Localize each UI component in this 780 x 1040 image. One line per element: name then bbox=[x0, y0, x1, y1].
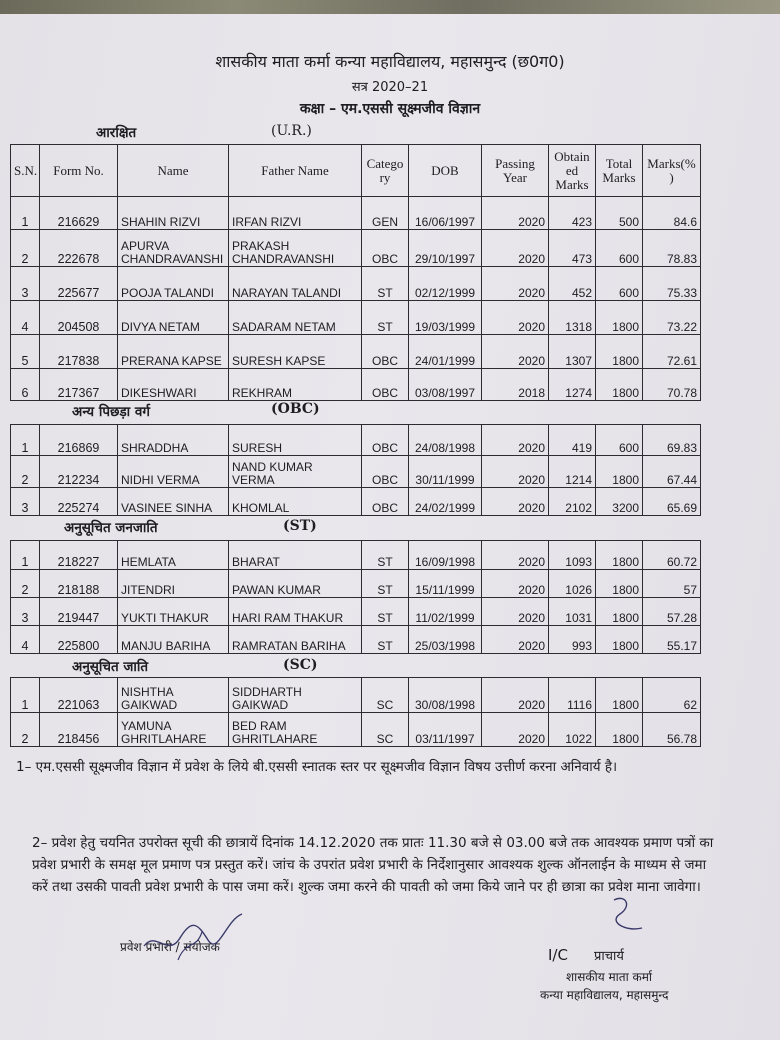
cell-total-marks: 1800 bbox=[596, 678, 643, 713]
cell-total-marks: 1800 bbox=[596, 369, 643, 401]
cell-category: ST bbox=[362, 598, 409, 626]
cell-obtained-marks: 1031 bbox=[549, 598, 596, 626]
cell-category: OBC bbox=[362, 335, 409, 369]
cell-form-no: 225677 bbox=[40, 267, 118, 301]
cell-form-no: 218188 bbox=[40, 570, 118, 598]
cell-obtained-marks: 1116 bbox=[549, 678, 596, 713]
cell-percent: 65.69 bbox=[643, 488, 701, 516]
cell-passing-year: 2020 bbox=[482, 678, 549, 713]
cell-percent: 78.83 bbox=[643, 230, 701, 267]
cell-form-no: 216629 bbox=[40, 197, 118, 230]
cell-form-no: 204508 bbox=[40, 301, 118, 335]
cell-obtained-marks: 419 bbox=[549, 425, 596, 456]
merit-table-st bbox=[10, 540, 701, 654]
col-header-sn: S.N. bbox=[11, 145, 40, 197]
cell-father-name: BHARAT bbox=[229, 541, 362, 570]
cell-total-marks: 1800 bbox=[596, 626, 643, 654]
cell-dob: 03/08/1997 bbox=[409, 369, 482, 401]
table-row bbox=[11, 230, 701, 267]
table-row bbox=[11, 488, 701, 516]
cell-obtained-marks: 1307 bbox=[549, 335, 596, 369]
cell-category: ST bbox=[362, 301, 409, 335]
table-row bbox=[11, 301, 701, 335]
cell-category: SC bbox=[362, 678, 409, 713]
cell-total-marks: 1800 bbox=[596, 335, 643, 369]
cell-name: POOJA TALANDI bbox=[118, 267, 229, 301]
cell-form-no: 219447 bbox=[40, 598, 118, 626]
cell-passing-year: 2020 bbox=[482, 626, 549, 654]
cell-obtained-marks: 1093 bbox=[549, 541, 596, 570]
table-row bbox=[11, 369, 701, 401]
col-header-obtained: Obtain ed Marks bbox=[549, 145, 596, 197]
cell-percent: 69.83 bbox=[643, 425, 701, 456]
cell-name: SHRADDHA bbox=[118, 425, 229, 456]
table-row bbox=[11, 267, 701, 301]
cell-sn: 5 bbox=[11, 335, 40, 369]
cell-passing-year: 2020 bbox=[482, 713, 549, 747]
cell-dob: 16/09/1998 bbox=[409, 541, 482, 570]
cell-category: ST bbox=[362, 541, 409, 570]
college-title: शासकीय माता कर्मा कन्या महाविद्यालय, महासमुन्द (छ0ग0) bbox=[215, 52, 565, 71]
cell-total-marks: 1800 bbox=[596, 713, 643, 747]
cell-name: NISHTHA GAIKWAD bbox=[118, 678, 229, 713]
cell-category: ST bbox=[362, 267, 409, 301]
cell-form-no: 218227 bbox=[40, 541, 118, 570]
principal-signature bbox=[606, 892, 650, 938]
table-row bbox=[11, 425, 701, 456]
cell-name: PRERANA KAPSE bbox=[118, 335, 229, 369]
cell-obtained-marks: 993 bbox=[549, 626, 596, 654]
note-1: 1– एम.एससी सूक्ष्मजीव विज्ञान में प्रवेश के लिये बी.एससी स्नातक स्तर पर सूक्ष्मजीव विज्ञान विषय उत्तीर्ण करना अनिवार्य है। bbox=[16, 759, 618, 775]
section-title-st: (ST) bbox=[283, 518, 317, 534]
cell-total-marks: 600 bbox=[596, 425, 643, 456]
merit-table-obc bbox=[10, 424, 701, 516]
cell-passing-year: 2020 bbox=[482, 570, 549, 598]
merit-table-sc bbox=[10, 677, 701, 747]
session-label: सत्र 2020–21 bbox=[351, 80, 429, 95]
col-header-father: Father Name bbox=[229, 145, 362, 197]
table-row bbox=[11, 335, 701, 369]
cell-name: APURVA CHANDRAVANSHI bbox=[118, 230, 229, 267]
cell-father-name: PAWAN KUMAR bbox=[229, 570, 362, 598]
cell-sn: 2 bbox=[11, 456, 40, 488]
cell-sn: 2 bbox=[11, 230, 40, 267]
cell-form-no: 225800 bbox=[40, 626, 118, 654]
cell-form-no: 221063 bbox=[40, 678, 118, 713]
col-header-name: Name bbox=[118, 145, 229, 197]
cell-form-no: 225274 bbox=[40, 488, 118, 516]
cell-passing-year: 2020 bbox=[482, 488, 549, 516]
cell-father-name: KHOMLAL bbox=[229, 488, 362, 516]
cell-category: OBC bbox=[362, 488, 409, 516]
cell-dob: 29/10/1997 bbox=[409, 230, 482, 267]
cell-passing-year: 2020 bbox=[482, 425, 549, 456]
cell-category: OBC bbox=[362, 425, 409, 456]
cell-obtained-marks: 1318 bbox=[549, 301, 596, 335]
cell-sn: 3 bbox=[11, 598, 40, 626]
cell-father-name: PRAKASH CHANDRAVANSHI bbox=[229, 230, 362, 267]
cell-father-name: NAND KUMAR VERMA bbox=[229, 456, 362, 488]
col-header-dob: DOB bbox=[409, 145, 482, 197]
cell-form-no: 217367 bbox=[40, 369, 118, 401]
admission-incharge-signature bbox=[138, 910, 248, 966]
cell-sn: 1 bbox=[11, 197, 40, 230]
cell-percent: 73.22 bbox=[643, 301, 701, 335]
cell-total-marks: 1800 bbox=[596, 301, 643, 335]
cell-percent: 67.44 bbox=[643, 456, 701, 488]
section-title-obc-hindi: अन्य पिछड़ा वर्ग bbox=[72, 404, 150, 420]
cell-father-name: SURESH bbox=[229, 425, 362, 456]
col-header-total: Total Marks bbox=[596, 145, 643, 197]
cell-passing-year: 2020 bbox=[482, 541, 549, 570]
cell-obtained-marks: 1026 bbox=[549, 570, 596, 598]
col-header-percent: Marks(% ) bbox=[643, 145, 701, 197]
cell-form-no: 216869 bbox=[40, 425, 118, 456]
table-row bbox=[11, 713, 701, 747]
cell-name: MANJU BARIHA bbox=[118, 626, 229, 654]
cell-total-marks: 600 bbox=[596, 267, 643, 301]
col-header-year: Passing Year bbox=[482, 145, 549, 197]
note-2: 2– प्रवेश हेतु चयनित उपरोक्त सूची की छात्रायें दिनांक 14.12.2020 तक प्रातः 11.30 बजे से 03.00 बजे तक आवश्यक प्रमाण पत्रों का प्रवेश प्रभारी के समक्ष मूल प्रमाण पत्र प्रस्तुत करें। जांच के उपरांत प्रवेश प्रभारी के निर्देशानुसार आवश्यक शुल्क ऑनलाईन के माध्यम से जमा करें तथा उसकी पावती प्रवेश प्रभारी के पास जमा करें। शुल्क जमा करने की पावती को जमा किये जाने पर ही छात्रा का प्रवेश माना जावेगा। bbox=[32, 835, 714, 895]
merit-table-ur bbox=[10, 144, 701, 401]
cell-total-marks: 500 bbox=[596, 197, 643, 230]
cell-sn: 4 bbox=[11, 301, 40, 335]
class-label: कक्षा – एम.एससी सूक्ष्मजीव विज्ञान bbox=[299, 101, 481, 117]
section-title-sc: (SC) bbox=[283, 657, 318, 673]
cell-percent: 57.28 bbox=[643, 598, 701, 626]
cell-obtained-marks: 473 bbox=[549, 230, 596, 267]
cell-father-name: HARI RAM THAKUR bbox=[229, 598, 362, 626]
table-row bbox=[11, 626, 701, 654]
section-title-ur: (U.R.) bbox=[271, 123, 312, 139]
cell-form-no: 222678 bbox=[40, 230, 118, 267]
cell-passing-year: 2020 bbox=[482, 598, 549, 626]
cell-dob: 25/03/1998 bbox=[409, 626, 482, 654]
cell-sn: 3 bbox=[11, 267, 40, 301]
table-row bbox=[11, 678, 701, 713]
cell-obtained-marks: 1022 bbox=[549, 713, 596, 747]
cell-category: OBC bbox=[362, 456, 409, 488]
table-row bbox=[11, 197, 701, 230]
admission-incharge-signature-label: प्रवेश प्रभारी / संयोजक bbox=[120, 940, 220, 954]
table-row bbox=[11, 456, 701, 488]
col-header-category: Catego ry bbox=[362, 145, 409, 197]
principal-office-line1: शासकीय माता कर्मा bbox=[566, 970, 653, 984]
cell-passing-year: 2020 bbox=[482, 197, 549, 230]
cell-father-name: BED RAM GHRITLAHARE bbox=[229, 713, 362, 747]
cell-name: HEMLATA bbox=[118, 541, 229, 570]
cell-sn: 4 bbox=[11, 626, 40, 654]
cell-sn: 1 bbox=[11, 678, 40, 713]
cell-sn: 1 bbox=[11, 541, 40, 570]
cell-total-marks: 3200 bbox=[596, 488, 643, 516]
cell-percent: 55.17 bbox=[643, 626, 701, 654]
cell-dob: 24/08/1998 bbox=[409, 425, 482, 456]
cell-category: GEN bbox=[362, 197, 409, 230]
cell-percent: 60.72 bbox=[643, 541, 701, 570]
cell-category: OBC bbox=[362, 230, 409, 267]
cell-father-name: SURESH KAPSE bbox=[229, 335, 362, 369]
cell-father-name: NARAYAN TALANDI bbox=[229, 267, 362, 301]
cell-father-name: SIDDHARTH GAIKWAD bbox=[229, 678, 362, 713]
cell-name: VASINEE SINHA bbox=[118, 488, 229, 516]
cell-percent: 84.6 bbox=[643, 197, 701, 230]
table-row bbox=[11, 598, 701, 626]
principal-office-line2: कन्या महाविद्यालय, महासमुन्द bbox=[540, 988, 669, 1002]
cell-obtained-marks: 2102 bbox=[549, 488, 596, 516]
cell-form-no: 217838 bbox=[40, 335, 118, 369]
cell-percent: 72.61 bbox=[643, 335, 701, 369]
cell-passing-year: 2020 bbox=[482, 267, 549, 301]
col-header-form: Form No. bbox=[40, 145, 118, 197]
cell-passing-year: 2020 bbox=[482, 335, 549, 369]
cell-category: ST bbox=[362, 626, 409, 654]
cell-dob: 19/03/1999 bbox=[409, 301, 482, 335]
cell-dob: 11/02/1999 bbox=[409, 598, 482, 626]
cell-name: DIKESHWARI bbox=[118, 369, 229, 401]
cell-form-no: 212234 bbox=[40, 456, 118, 488]
cell-dob: 02/12/1999 bbox=[409, 267, 482, 301]
cell-total-marks: 1800 bbox=[596, 541, 643, 570]
cell-sn: 2 bbox=[11, 713, 40, 747]
section-title-sc-hindi: अनुसूचित जाति bbox=[72, 659, 149, 675]
cell-dob: 30/11/1999 bbox=[409, 456, 482, 488]
cell-name: DIVYA NETAM bbox=[118, 301, 229, 335]
cell-obtained-marks: 1214 bbox=[549, 456, 596, 488]
cell-father-name: IRFAN RIZVI bbox=[229, 197, 362, 230]
cell-dob: 03/11/1997 bbox=[409, 713, 482, 747]
cell-passing-year: 2020 bbox=[482, 230, 549, 267]
cell-passing-year: 2018 bbox=[482, 369, 549, 401]
cell-total-marks: 1800 bbox=[596, 598, 643, 626]
table-header-row bbox=[11, 145, 701, 197]
in-charge-mark: I/C bbox=[548, 946, 568, 964]
cell-dob: 24/02/1999 bbox=[409, 488, 482, 516]
cell-total-marks: 600 bbox=[596, 230, 643, 267]
cell-father-name: REKHRAM bbox=[229, 369, 362, 401]
principal-title: प्राचार्य bbox=[594, 949, 624, 964]
cell-percent: 62 bbox=[643, 678, 701, 713]
cell-obtained-marks: 452 bbox=[549, 267, 596, 301]
cell-total-marks: 1800 bbox=[596, 456, 643, 488]
cell-dob: 16/06/1997 bbox=[409, 197, 482, 230]
cell-percent: 57 bbox=[643, 570, 701, 598]
cell-passing-year: 2020 bbox=[482, 456, 549, 488]
cell-father-name: RAMRATAN BARIHA bbox=[229, 626, 362, 654]
table-row bbox=[11, 570, 701, 598]
section-title-obc: (OBC) bbox=[271, 401, 320, 417]
cell-category: SC bbox=[362, 713, 409, 747]
cell-name: YAMUNA GHRITLAHARE bbox=[118, 713, 229, 747]
cell-sn: 3 bbox=[11, 488, 40, 516]
cell-name: JITENDRI bbox=[118, 570, 229, 598]
section-title-ur-hindi: आरक्षित bbox=[96, 125, 137, 141]
cell-form-no: 218456 bbox=[40, 713, 118, 747]
photo-background-strip bbox=[0, 0, 780, 14]
cell-name: NIDHI VERMA bbox=[118, 456, 229, 488]
cell-name: SHAHIN RIZVI bbox=[118, 197, 229, 230]
cell-sn: 2 bbox=[11, 570, 40, 598]
cell-total-marks: 1800 bbox=[596, 570, 643, 598]
cell-father-name: SADARAM NETAM bbox=[229, 301, 362, 335]
cell-percent: 75.33 bbox=[643, 267, 701, 301]
table-row bbox=[11, 541, 701, 570]
cell-obtained-marks: 423 bbox=[549, 197, 596, 230]
cell-sn: 1 bbox=[11, 425, 40, 456]
cell-dob: 30/08/1998 bbox=[409, 678, 482, 713]
cell-name: YUKTI THAKUR bbox=[118, 598, 229, 626]
cell-dob: 24/01/1999 bbox=[409, 335, 482, 369]
cell-passing-year: 2020 bbox=[482, 301, 549, 335]
cell-dob: 15/11/1999 bbox=[409, 570, 482, 598]
section-title-st-hindi: अनुसूचित जनजाति bbox=[64, 520, 158, 536]
cell-percent: 70.78 bbox=[643, 369, 701, 401]
cell-category: OBC bbox=[362, 369, 409, 401]
cell-category: ST bbox=[362, 570, 409, 598]
cell-percent: 56.78 bbox=[643, 713, 701, 747]
cell-obtained-marks: 1274 bbox=[549, 369, 596, 401]
cell-sn: 6 bbox=[11, 369, 40, 401]
